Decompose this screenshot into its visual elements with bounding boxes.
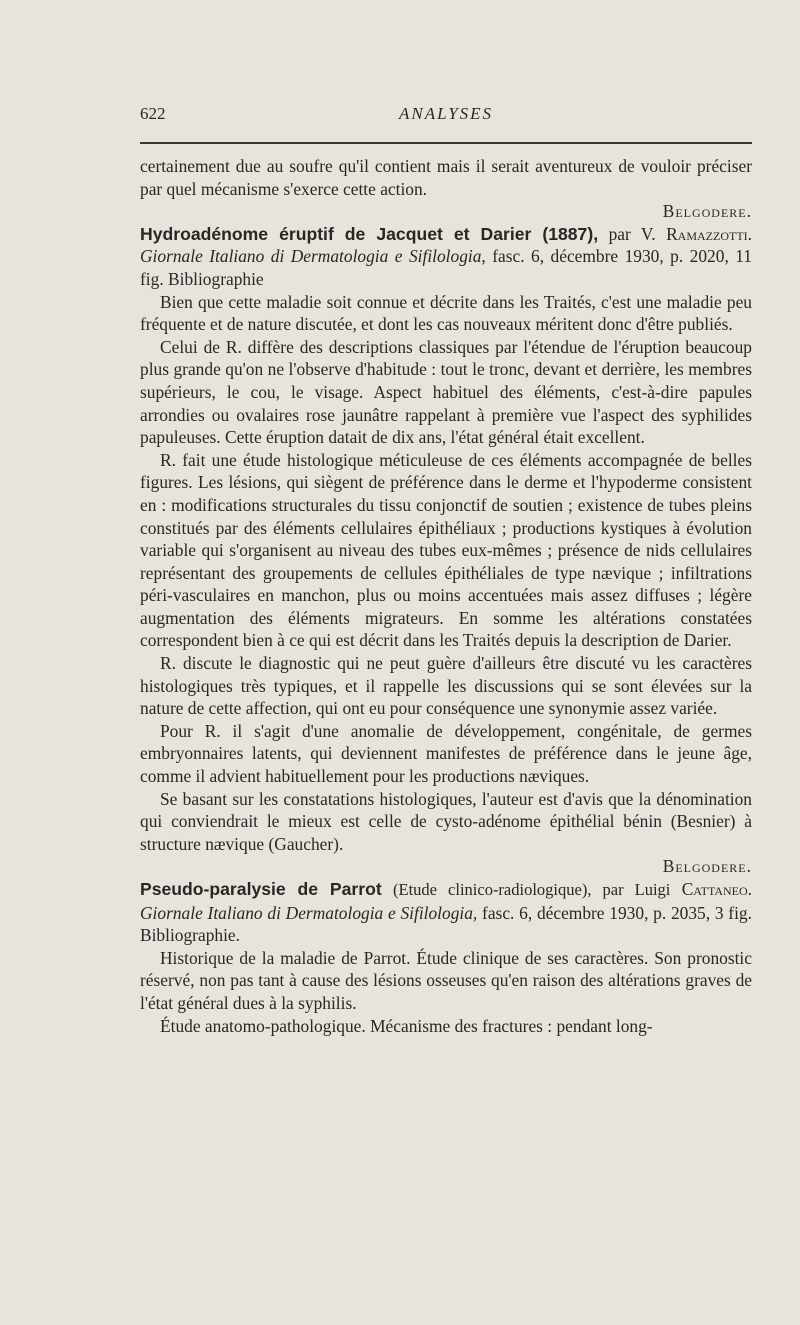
page-content — [140, 155, 752, 1037]
signature: Belgodere. — [662, 201, 752, 222]
article-paragraph: Celui de R. diffère des descriptions classiques par l'étendue de l'éruption beaucoup plus grande qu'on ne l'observe d'habitude : tout le tronc, devant et derrière, les membres supérieurs, le cou, le visage. Aspect habituel des éléments, c'est-à-dire papules arrondies ou ovalaires rose jaunâtre rappelant à première vue l'aspect des syphilides papuleuses. Cette éruption datait de dix ans, l'état général était excellent. — [140, 336, 752, 448]
article-by: par V. — [608, 223, 656, 244]
article-heading — [140, 878, 752, 947]
article-heading — [140, 223, 752, 291]
article-author: Cattaneo. — [681, 879, 752, 899]
article-paragraph: Bien que cette maladie soit connue et décrite dans les Traités, c'est une maladie peu fréquente et de nature discutée, et dont les cas nouveaux méritent donc d'être publiés. — [140, 291, 752, 335]
article-paragraph: Pour R. il s'agit d'une anomalie de développement, congénitale, de germes embryonnaires latents, qui deviennent manifestes de préférence dans le jeune âge, comme il advient habituellement pour les productions næviques. — [140, 720, 752, 787]
page-number: 622 — [140, 104, 166, 123]
article-paragraph: Se basant sur les constatations histologiques, l'auteur est d'avis que la dénomination qui conviendrait le mieux est celle de cysto-adénome épithélial bénin (Besnier) à structure nævique (Gaucher). — [140, 788, 752, 854]
article-details: fasc. 6, décembre 1930, p. 2035, 3 fig. Bibliographie. — [140, 902, 752, 946]
header-rule — [140, 142, 752, 144]
article-paragraph: R. discute le diagnostic qui ne peut guère d'ailleurs être discuté vu les caractères histologiques très typiques, et il rappelle les discussions qui se sont élevées sur la nature de cette affection, qui ont eu pour conséquence une synonymie assez variée. — [140, 653, 752, 719]
article-subtitle: (Etude clinico-radiologique), par Luigi — [393, 880, 671, 899]
running-title: ANALYSES — [398, 104, 494, 123]
article-author: Ramazzotti. — [666, 223, 752, 244]
article-title: Hydroadénome éruptif de Jacquet et Darier (1887), — [140, 223, 599, 244]
signature: Belgodere. — [662, 856, 752, 877]
continuation-paragraph: certainement due au soufre qu'il contient mais il serait aventureux de vouloir préciser par quel mécanisme s'exerce cette action. — [140, 156, 752, 199]
article-details: fasc. 6, décembre 1930, p. 2020, 11 fig. Bibliographie — [140, 246, 752, 289]
article-title: Pseudo-paralysie de Parrot — [140, 879, 382, 899]
article-paragraph: Historique de la maladie de Parrot. Étude clinique de ses caractères. Son pronostic réservé, non pas tant à cause des lésions osseuses qu'en raison des altérations graves de l'état général dues à la syphilis. — [140, 947, 752, 1013]
article-journal: Giornale Italiano di Dermatologia e Sifilologia, — [140, 246, 486, 267]
article-journal: Giornale Italiano di Dermatologia e Sifilologia, — [140, 902, 478, 923]
page-header — [140, 104, 752, 128]
article-paragraph: Étude anatomo-pathologique. Mécanisme des fractures : pendant long- — [160, 1015, 653, 1036]
article-paragraph: R. fait une étude histologique méticuleuse de ces éléments accompagnée de belles figures. Les lésions, qui siègent de préférence dans le derme et l'hypoderme consistent en : modifications structurales du tissu conjonctif de soutien ; existence de tubes pleins constitués par des éléments cellulaires épithéliaux ; productions kystiques à évolution variable qui s'organisent au niveau des tubes eux-mêmes ; présence de nids cellulaires représentant des groupements de cellules épithéliales de type nævique ; infiltrations péri-vasculaires en manchon, plus ou moins accentuées mais assez diffuses ; légère augmentation des éléments migrateurs. En somme les altérations constatées correspondent bien à ce qui est décrit dans les Traités depuis la description de Darier. — [140, 449, 752, 651]
